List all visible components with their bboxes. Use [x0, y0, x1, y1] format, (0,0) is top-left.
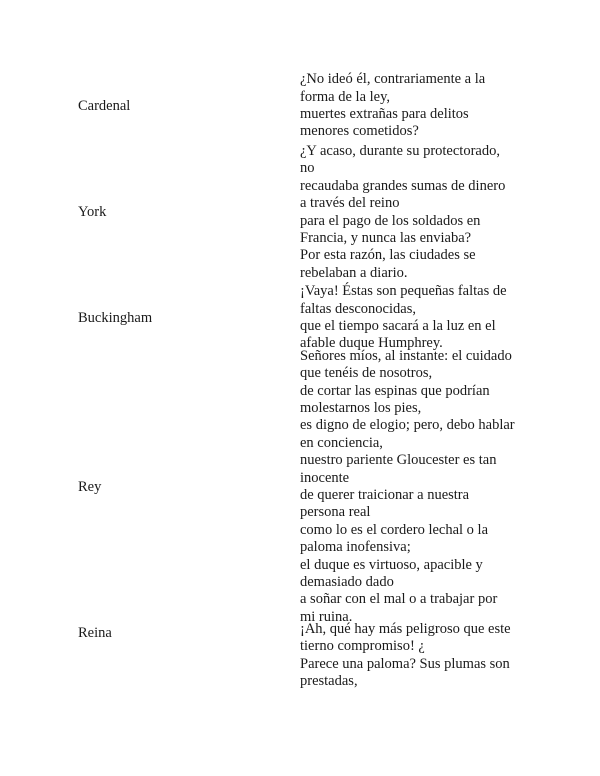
speech-line: nuestro pariente Gloucester es tan inocente: [300, 452, 497, 486]
speech-text: [300, 143, 515, 282]
speech-line: Por esta razón, las ciudades se rebelaban a diario.: [300, 247, 476, 281]
speech-line: como lo es el cordero lechal o la paloma inofensiva;: [300, 521, 489, 556]
speech-line: para el pago de los soldados en Francia, y nunca las enviaba?: [300, 212, 481, 246]
speech-text: [300, 71, 515, 141]
speech-line: el duque es virtuoso, apacible y demasiado dado: [300, 556, 483, 591]
speech-line: ¿Y acaso, durante su protectorado, no: [300, 142, 500, 177]
speaker-name: Reina: [78, 625, 112, 641]
speaker-name: Buckingham: [78, 309, 153, 326]
speech-line: de querer traicionar a nuestra persona real: [300, 487, 470, 521]
speech-line: Parece una paloma? Sus plumas son prestadas,: [300, 655, 510, 690]
speaker-name: Cardenal: [78, 97, 131, 114]
speech-line: muertes extrañas para delitos menores cometidos?: [300, 106, 469, 140]
speech-line: a soñar con el mal o a trabajar por mi ruina.: [300, 591, 498, 625]
speech-text: [300, 348, 515, 627]
speech-line: ¿No ideó él, contrariamente a la forma de la ley,: [300, 71, 486, 105]
dialogue-row-cardenal: [78, 70, 538, 142]
speaker-name: York: [78, 204, 107, 220]
speech-line: recaudaba grandes sumas de dinero a través del reino: [300, 177, 506, 212]
dialogue-table: [78, 70, 538, 691]
speech-line: de cortar las espinas que podrían molestarnos los pies,: [300, 382, 490, 416]
dialogue-row-rey: [78, 347, 538, 625]
speech-line: Señores míos, al instante: el cuidado que tenéis de nosotros,: [300, 347, 512, 382]
speaker-name: Rey: [78, 478, 102, 495]
speech-text: [300, 283, 515, 353]
speech-line: ¡Vaya! Éstas son pequeñas faltas de faltas desconocidas,: [300, 283, 507, 317]
dialogue-row-reina: [78, 621, 538, 691]
dialogue-row-york: [78, 142, 538, 283]
dialogue-row-buckingham: [78, 283, 538, 353]
speech-line: que el tiempo sacará a la luz en el afable duque Humphrey.: [300, 318, 496, 352]
speech-line: es digno de elogio; pero, debo hablar en conciencia,: [300, 417, 515, 451]
speech-text: [300, 621, 515, 691]
speech-line: ¡Ah, qué hay más peligroso que este tierno compromiso! ¿: [300, 621, 511, 655]
